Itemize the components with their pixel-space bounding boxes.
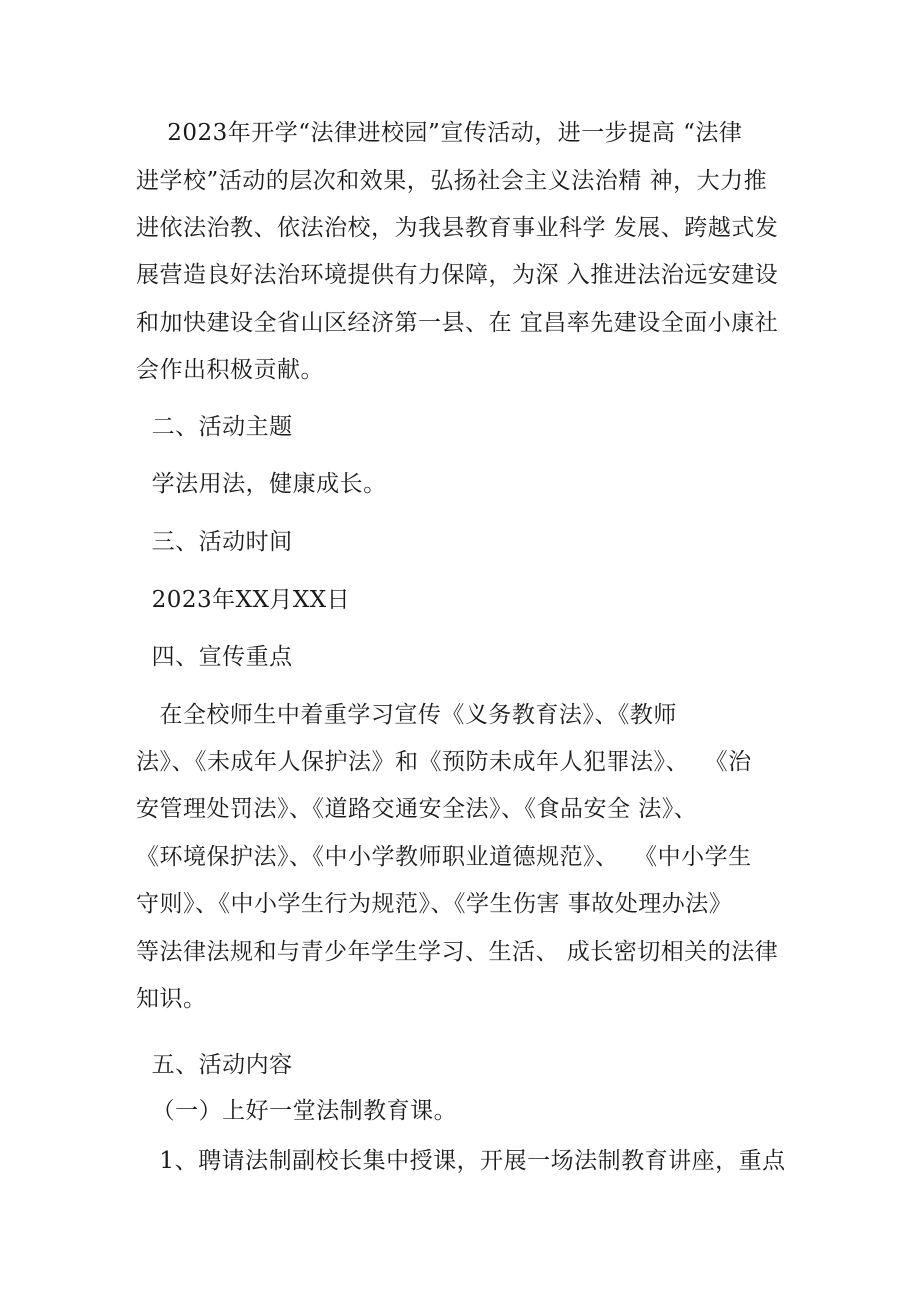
section-4-heading: 四、宣传重点 [136, 644, 293, 670]
section-4-line-6: 等法律法规和与青少年学生学习、生活、 成长密切相关的法律 [136, 939, 779, 965]
intro-line-4: 展营造良好法治环境提供有力保障，为深 入推进法治远安建设 [136, 262, 779, 288]
section-4-line-7: 知识。 [136, 986, 207, 1012]
section-4-line-4: 《环境保护法》、《中小学教师职业道德规范》、 《中小学生 [136, 844, 752, 870]
intro-line-1: 2023年开学“法律进校园”宣传活动，进一步提高 “法律 [136, 120, 743, 146]
section-3-text: 2023年XX月XX日 [136, 587, 351, 613]
intro-line-3: 进依法治教、依法治校，为我县教育事业科学 发展、跨越式发 [136, 215, 779, 241]
section-4-line-3: 安管理处罚法》、《道路交通安全法》、《食品安全 法》、 [136, 796, 698, 822]
intro-line-5: 和加快建设全省山区经济第一县、在 宜昌率先建设全面小康社 [136, 310, 779, 336]
section-4-line-5: 守则》、《中小学生行为规范》、《学生伤害 事故处理办法》 [136, 891, 733, 917]
section-5-item-1: 1、聘请法制副校长集中授课，开展一场法制教育讲座，重点 [136, 1148, 786, 1174]
intro-line-6: 会作出积极贡献。 [136, 357, 324, 383]
section-4-line-2: 法》、《未成年人保护法》和《预防未成年人犯罪法》、 《治 [136, 749, 752, 775]
section-5-subheading-1: （一）上好一堂法制教育课。 [136, 1098, 458, 1124]
section-2-heading: 二、活动主题 [136, 414, 293, 440]
section-4-line-1: 在全校师生中着重学习宣传《义务教育法》、《教师 [136, 702, 677, 728]
section-2-text: 学法用法，健康成长。 [136, 471, 387, 497]
section-5-heading: 五、活动内容 [136, 1052, 293, 1078]
section-3-heading: 三、活动时间 [136, 529, 293, 555]
intro-line-2: 进学校”活动的层次和效果，弘扬社会主义法治精 神，大力推 [136, 168, 768, 194]
